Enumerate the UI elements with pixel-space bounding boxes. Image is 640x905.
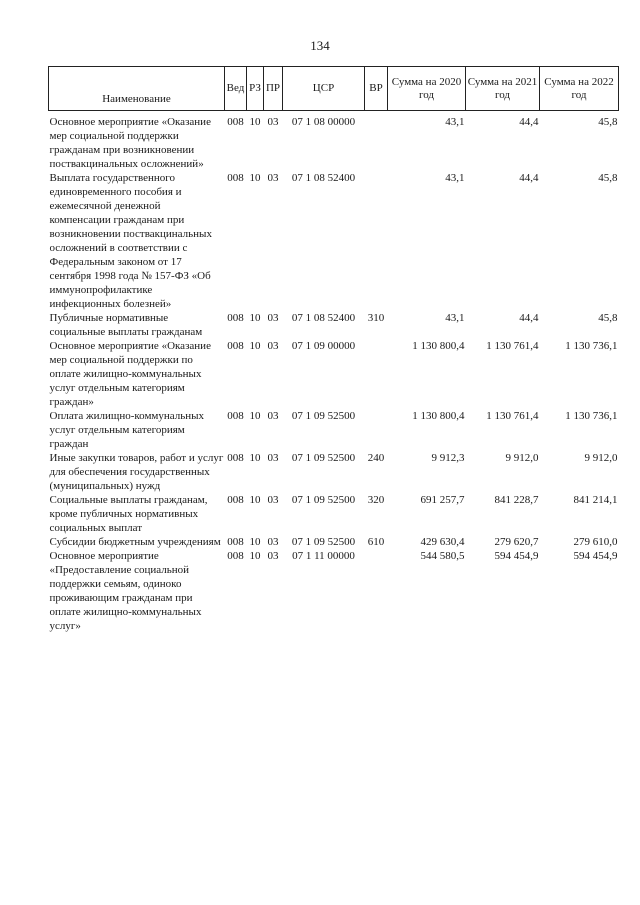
row-vr — [365, 111, 388, 172]
row-rz: 10 — [249, 536, 261, 548]
row-csr: 07 1 11 00000 — [292, 550, 355, 562]
header-sum-2021: Сумма на 2021 год — [466, 67, 540, 111]
row-rz: 10 — [249, 452, 261, 464]
row-csr: 07 1 08 00000 — [291, 116, 356, 128]
row-sum-2022: 45,8 — [598, 172, 618, 184]
row-csr: 07 1 09 52500 — [291, 452, 356, 464]
row-rz: 10 — [249, 550, 261, 562]
header-vr: ВР — [365, 67, 388, 111]
row-pr: 03 — [267, 172, 279, 184]
header-name: Наименование — [49, 67, 225, 111]
row-rz: 10 — [249, 340, 261, 352]
row-sum-2022: 841 214,1 — [573, 494, 618, 506]
row-rz: 10 — [249, 312, 261, 324]
row-sum-2020: 43,1 — [445, 172, 465, 184]
row-sum-2022: 594 454,9 — [573, 550, 618, 562]
header-sum-2022: Сумма на 2022 год — [540, 67, 619, 111]
row-pr: 03 — [267, 312, 279, 324]
header-rz: РЗ — [247, 67, 264, 111]
row-vr — [365, 549, 388, 633]
row-sum-2022: 45,8 — [598, 312, 618, 324]
row-ved: 008 — [227, 536, 244, 548]
row-vr: 320 — [367, 494, 385, 506]
row-csr: 07 1 09 52500 — [291, 410, 356, 422]
row-sum-2020: 9 912,3 — [431, 452, 465, 464]
row-sum-2020: 1 130 800,4 — [412, 410, 465, 422]
row-sum-2022: 1 130 736,1 — [565, 340, 618, 352]
row-name: Иные закупки товаров, работ и услуг для обеспечения государственных (муниципальных) нужд — [49, 452, 224, 492]
row-rz: 10 — [249, 494, 261, 506]
row-pr: 03 — [267, 410, 279, 422]
page-number: 134 — [310, 38, 330, 53]
row-sum-2022: 45,8 — [598, 116, 618, 128]
row-sum-2020: 429 630,4 — [420, 536, 465, 548]
table-row — [49, 311, 619, 339]
table-body — [49, 111, 619, 634]
row-csr: 07 1 08 52400 — [291, 172, 356, 184]
row-sum-2022: 9 912,0 — [584, 452, 618, 464]
row-pr: 03 — [267, 494, 279, 506]
row-ved: 008 — [227, 116, 244, 128]
row-sum-2020: 43,1 — [445, 116, 465, 128]
row-sum-2021: 9 912,0 — [505, 452, 539, 464]
row-sum-2022: 1 130 736,1 — [565, 410, 618, 422]
row-vr: 610 — [367, 536, 385, 548]
row-csr: 07 1 09 52500 — [291, 494, 356, 506]
table-row — [49, 339, 619, 409]
row-ved: 008 — [227, 312, 244, 324]
row-rz: 10 — [249, 116, 261, 128]
row-name: Социальные выплаты гражданам, кроме публичных нормативных социальных выплат — [49, 494, 208, 534]
header-ved: Вед — [225, 67, 247, 111]
row-name: Выплата государственного единовременного пособия и ежемесячной денежной компенсации гражданам при возникновении поствакцинальных осложнений в соответствии с Федеральным законом от 17 сентября 1998 года № 157-ФЗ «Об иммунопрофилактике инфекционных болезней» — [49, 172, 212, 310]
row-vr: 240 — [367, 452, 385, 464]
table-row — [49, 535, 619, 549]
row-name: Публичные нормативные социальные выплаты гражданам — [49, 312, 203, 338]
row-sum-2021: 594 454,9 — [494, 550, 539, 562]
row-rz: 10 — [249, 172, 261, 184]
row-name: Основное мероприятие «Предоставление социальной поддержки семьям, одиноко проживающим гражданам при оплате жилищно-коммунальных услуг» — [49, 550, 202, 632]
header-csr: ЦСР — [283, 67, 365, 111]
row-ved: 008 — [227, 494, 244, 506]
table-row — [49, 493, 619, 535]
table-row — [49, 171, 619, 311]
row-ved: 008 — [227, 410, 244, 422]
row-sum-2021: 44,4 — [519, 116, 539, 128]
row-sum-2022: 279 610,0 — [573, 536, 618, 548]
row-csr: 07 1 09 52500 — [291, 536, 356, 548]
row-pr: 03 — [267, 550, 279, 562]
row-sum-2021: 44,4 — [519, 312, 539, 324]
row-sum-2021: 841 228,7 — [494, 494, 539, 506]
row-pr: 03 — [267, 116, 279, 128]
row-ved: 008 — [227, 340, 244, 352]
table-row — [49, 111, 619, 172]
row-sum-2021: 1 130 761,4 — [486, 340, 539, 352]
row-pr: 03 — [267, 536, 279, 548]
row-sum-2020: 691 257,7 — [420, 494, 465, 506]
row-ved: 008 — [227, 452, 244, 464]
row-vr: 310 — [367, 312, 385, 324]
row-name: Основное мероприятие «Оказание мер социальной поддержки гражданам при возникновении поствакцинальных осложнений» — [49, 116, 211, 170]
row-csr: 07 1 09 00000 — [291, 340, 356, 352]
header-pr: ПР — [264, 67, 283, 111]
row-name: Оплата жилищно-коммунальных услуг отдельным категориям граждан — [49, 410, 205, 450]
row-csr: 07 1 08 52400 — [291, 312, 356, 324]
row-vr — [365, 409, 388, 451]
row-sum-2020: 544 580,5 — [420, 550, 465, 562]
row-sum-2020: 1 130 800,4 — [412, 340, 465, 352]
row-ved: 008 — [227, 172, 244, 184]
budget-table — [48, 66, 619, 633]
row-name: Субсидии бюджетным учреждениям — [49, 536, 221, 548]
row-sum-2021: 44,4 — [519, 172, 539, 184]
table-row — [49, 409, 619, 451]
row-pr: 03 — [267, 340, 279, 352]
header-sum-2020: Сумма на 2020 год — [388, 67, 466, 111]
row-pr: 03 — [267, 452, 279, 464]
row-vr — [365, 171, 388, 311]
table-row — [49, 549, 619, 633]
table-header-row — [49, 67, 619, 111]
row-sum-2021: 1 130 761,4 — [486, 410, 539, 422]
row-vr — [365, 339, 388, 409]
row-sum-2020: 43,1 — [445, 312, 465, 324]
table-row — [49, 451, 619, 493]
row-rz: 10 — [249, 410, 261, 422]
row-sum-2021: 279 620,7 — [494, 536, 539, 548]
row-name: Основное мероприятие «Оказание мер социальной поддержки по оплате жилищно-коммунальных услуг отдельным категориям граждан» — [49, 340, 211, 408]
row-ved: 008 — [227, 550, 244, 562]
